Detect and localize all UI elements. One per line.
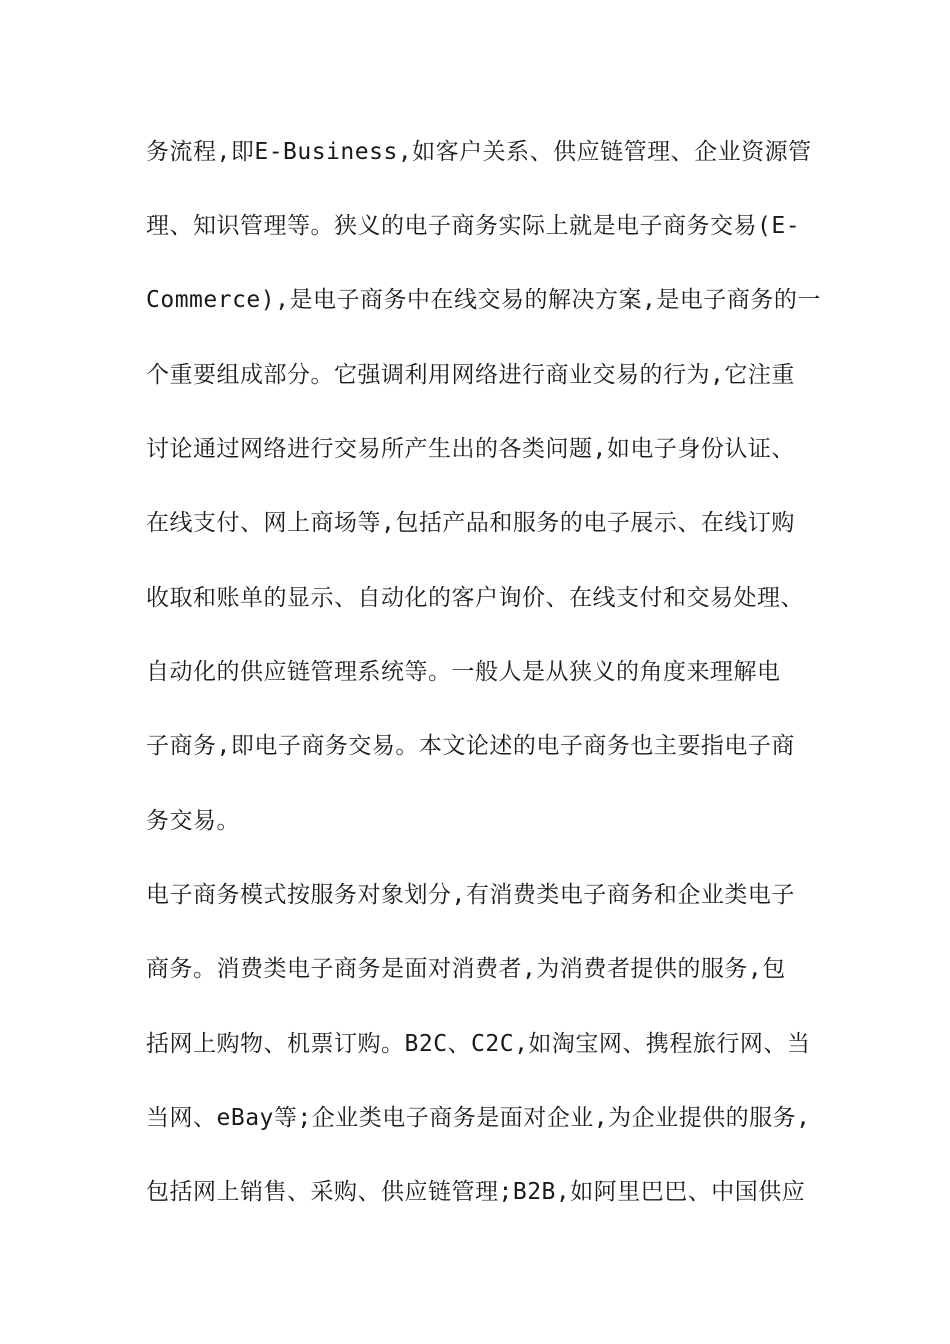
text-line: 在线支付、网上商场等,包括产品和服务的电子展示、在线订购 [146,510,795,536]
text-line: 子商务,即电子商务交易。本文论述的电子商务也主要指电子商 [146,733,795,759]
text-line: 个重要组成部分。它强调利用网络进行商业交易的行为,它注重 [146,362,795,388]
text-line: 括网上购物、机票订购。B2C、C2C,如淘宝网、携程旅行网、当 [146,1031,811,1057]
text-line: 电子商务模式按服务对象划分,有消费类电子商务和企业类电子 [146,882,795,908]
text-line: 收取和账单的显示、自动化的客户询价、在线支付和交易处理、 [146,585,804,611]
text-line: 包括网上销售、采购、供应链管理;B2B,如阿里巴巴、中国供应 [146,1179,806,1205]
text-line: Commerce),是电子商务中在线交易的解决方案,是电子商务的一 [146,287,821,313]
text-line: 理、知识管理等。狭义的电子商务实际上就是电子商务交易(E- [146,213,801,239]
text-line: 务交易。 [146,808,240,834]
text-line: 当网、eBay等;企业类电子商务是面对企业,为企业提供的服务, [146,1105,811,1131]
text-line: 商务。消费类电子商务是面对消费者,为消费者提供的服务,包 [146,956,786,982]
text-line: 自动化的供应链管理系统等。一般人是从狭义的角度来理解电 [146,659,781,685]
text-line: 务流程,即E-Business,如客户关系、供应链管理、企业资源管 [146,139,812,165]
text-line: 讨论通过网络进行交易所产生出的各类问题,如电子身份认证、 [146,436,795,462]
